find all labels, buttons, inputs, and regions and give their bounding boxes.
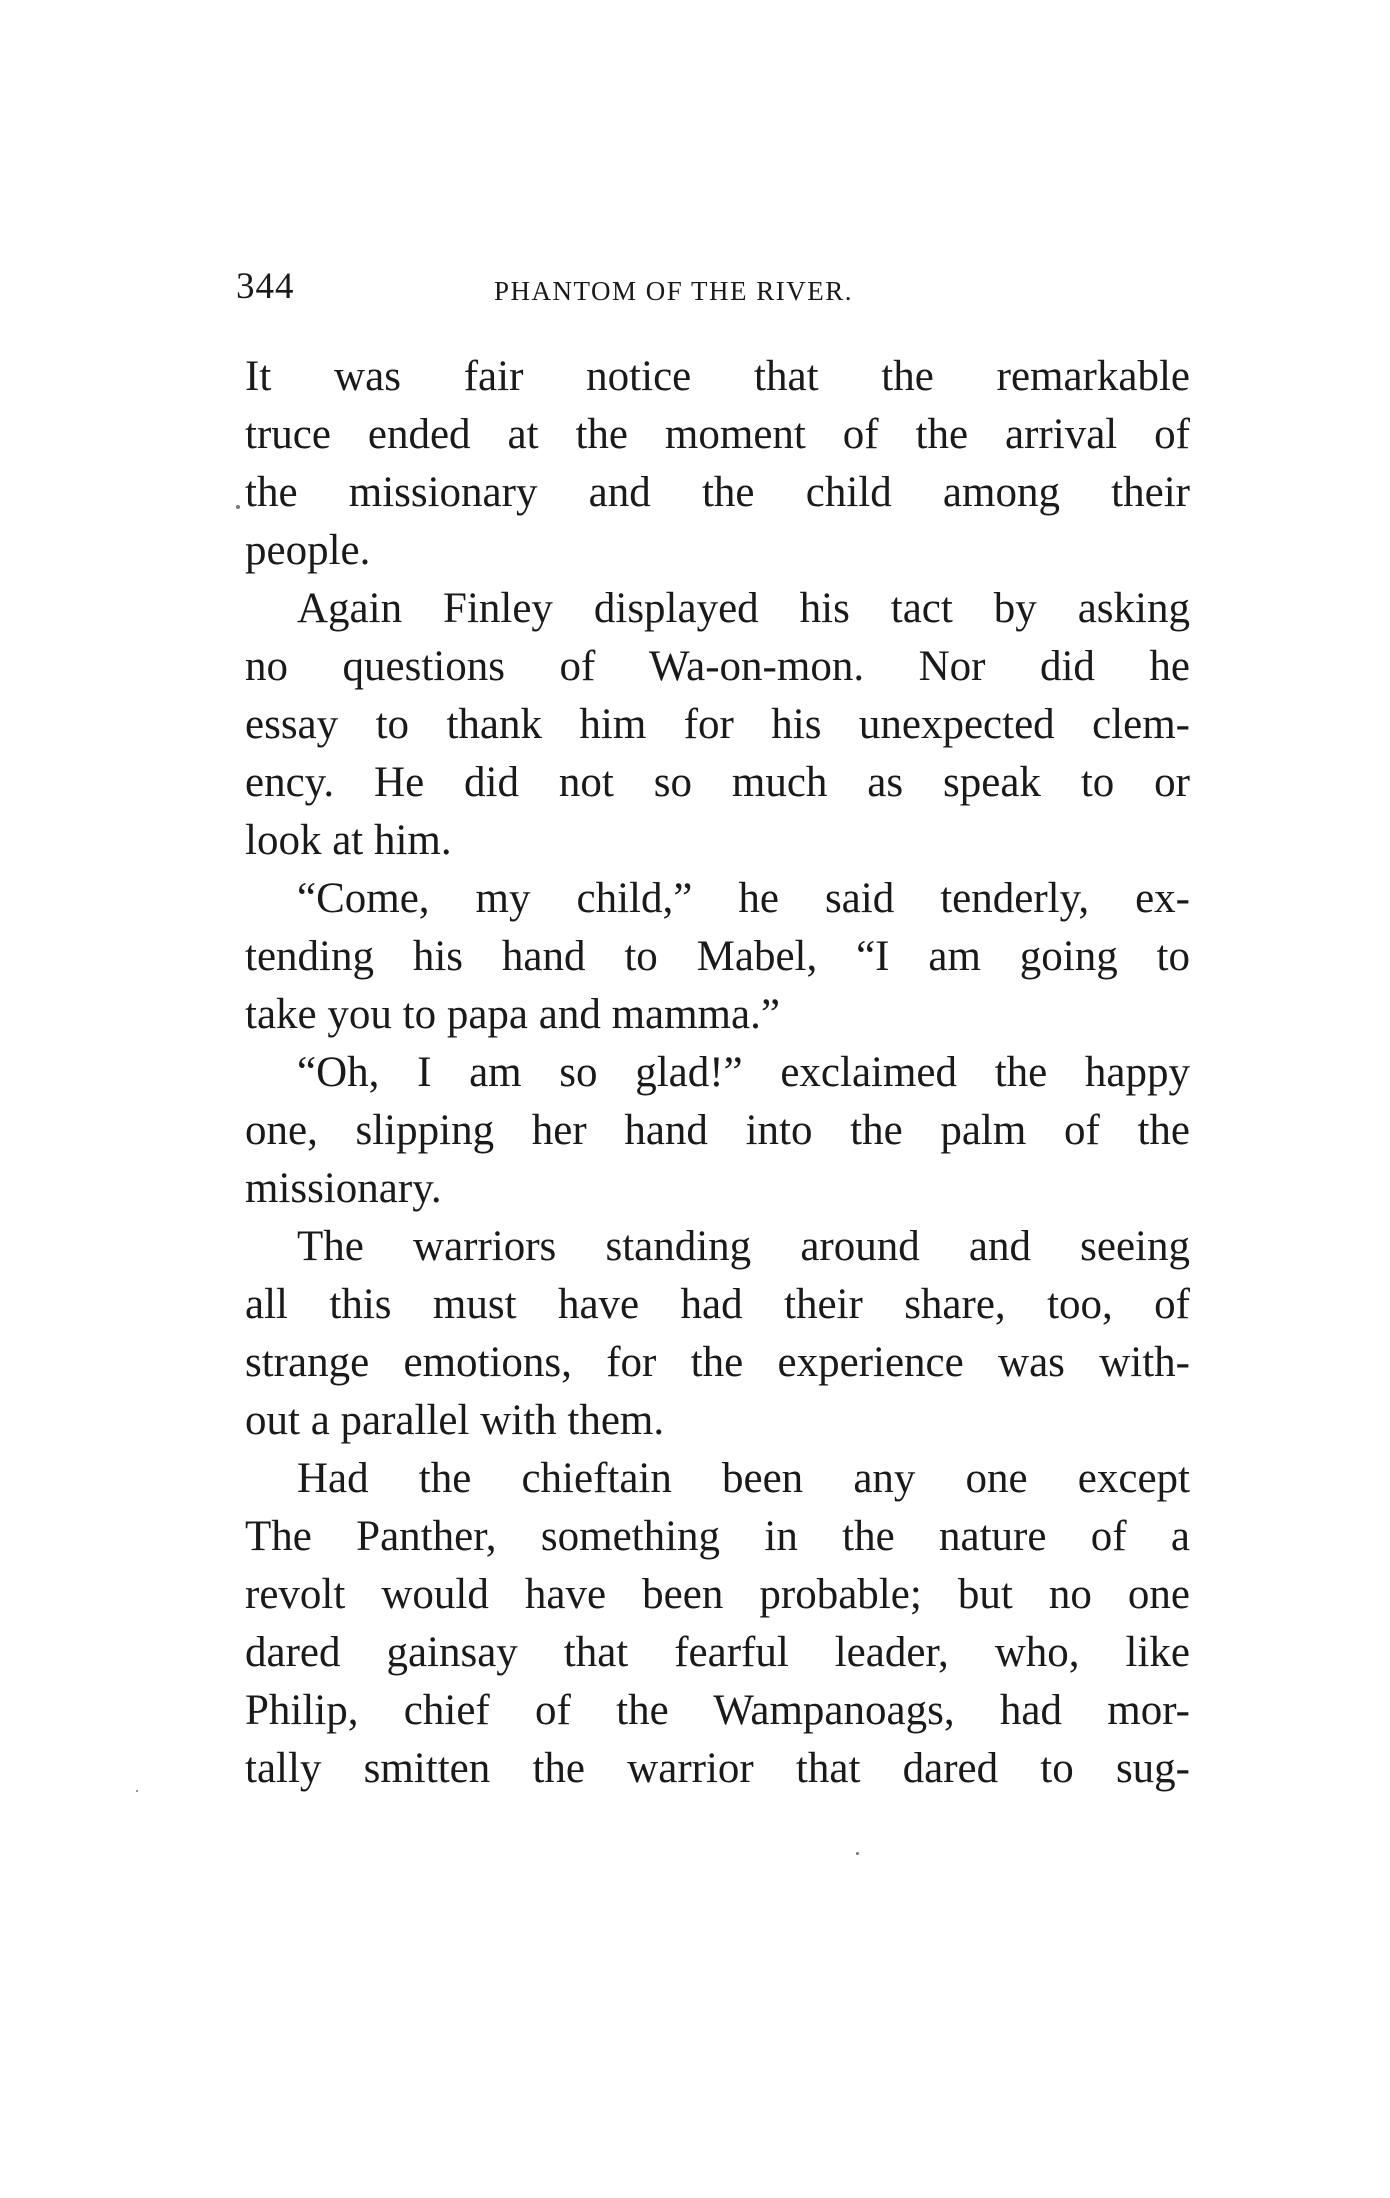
scan-speck	[856, 1852, 859, 1855]
text-line: Had the chieftain been any one except	[297, 1455, 1190, 1502]
scan-speck	[136, 1790, 138, 1792]
body-text	[245, 348, 1190, 1798]
text-line: one, slipping her hand into the palm of the	[245, 1107, 1190, 1154]
text-line: “Come, my child,” he said tenderly, ex-	[297, 875, 1190, 922]
text-line: the missionary and the child among their	[245, 469, 1190, 516]
text-line: It was fair notice that the remarkable	[245, 353, 1190, 400]
text-line: tending his hand to Mabel, “I am going to	[245, 933, 1190, 980]
text-line: The Panther, something in the nature of a	[245, 1513, 1190, 1560]
text-line: revolt would have been probable; but no one	[245, 1571, 1190, 1618]
text-line: Philip, chief of the Wampanoags, had mor-	[245, 1687, 1190, 1734]
text-line: tally smitten the warrior that dared to sug-	[245, 1745, 1190, 1792]
text-line: out a parallel with them.	[245, 1397, 665, 1444]
text-line: take you to papa and mamma.”	[245, 991, 780, 1038]
text-line: ency. He did not so much as speak to or	[245, 759, 1190, 806]
page-number: 344	[236, 266, 295, 307]
scan-speck	[236, 505, 240, 509]
text-line: missionary.	[245, 1165, 442, 1212]
text-line: dared gainsay that fearful leader, who, like	[245, 1629, 1190, 1676]
text-line: essay to thank him for his unexpected clem-	[245, 701, 1190, 748]
text-line: no questions of Wa-on-mon. Nor did he	[245, 643, 1190, 690]
text-line: people.	[245, 527, 371, 574]
running-title: PHANTOM OF THE RIVER.	[494, 276, 854, 306]
text-line: “Oh, I am so glad!” exclaimed the happy	[297, 1049, 1190, 1096]
text-line: The warriors standing around and seeing	[297, 1223, 1190, 1270]
text-line: strange emotions, for the experience was with-	[245, 1339, 1190, 1386]
text-line: truce ended at the moment of the arrival of	[245, 411, 1190, 458]
text-line: all this must have had their share, too, of	[245, 1281, 1190, 1328]
text-line: Again Finley displayed his tact by asking	[297, 585, 1190, 632]
page-header	[236, 262, 1190, 312]
text-line: look at him.	[245, 817, 452, 864]
